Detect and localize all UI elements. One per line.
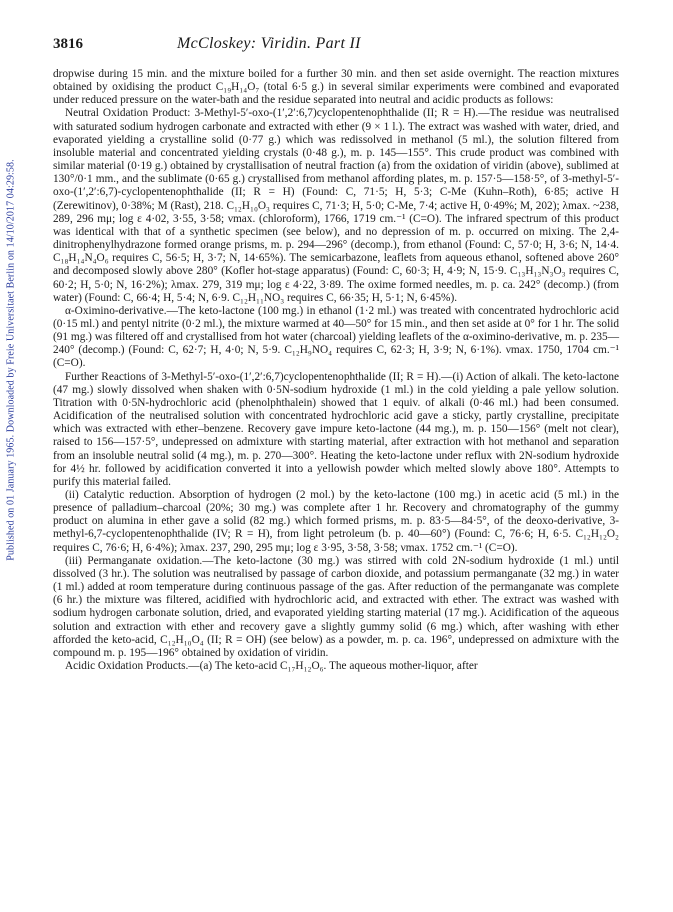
running-title: McCloskey: Viridin. Part II (177, 35, 361, 52)
paragraph-further-reactions: Further Reactions of 3-Methyl-5′-oxo-(1′,2′:6,7)cyclopentenophthalide (II; R = H).—(i) Action of alkali. The keto-lactone (47 mg.) slowly dissolved when shaken with 0·5N-sodium hydroxide (1 ml.) in the cold yielding a pale yellow solution. Titration with 0·5N-hydrochloric acid (phenolphthalein) showed that 1 equiv. of alkali (0·46 ml.) had been consumed. Acidification of the neutralised solution with concentrated hydrochloric acid gave a sticky, partly crystalline, precipitate which was extracted with ether–benzene. Recovery gave impure keto-lactone (44 mg.), m. p. 150—156° (melt not clear), raised to 156—157·5°, undepressed on admixture with starting material, after extraction with hot methanol and separation from an insoluble neutral solid (4 mg.), m. p. 270—300°. Heating the keto-lactone under reflux with 2N-sodium hydroxide for 4½ hr. followed by acidification converted it into a yellowish powder which melted slowly above 180°. Attempts to purify this material failed. (53, 370, 619, 488)
paragraph-acidic-oxidation: Acidic Oxidation Products.—(a) The keto-acid C₁₇H₁₂O₆. The aqueous mother-liquor, after (65, 660, 478, 673)
provenance-sidebar (0, 60, 22, 660)
paragraph-oximino: α-Oximino-derivative.—The keto-lactone (100 mg.) in ethanol (1·2 ml.) was treated with concentrated hydrochloric acid (0·15 ml.) and pentyl nitrite (0·2 ml.), the mixture warmed at 40—50° for 15 min., and then set aside at 0° for 1 hr. The solid (91 mg.) was filtered off and crystallised from hot water (charcoal) yielding leaflets of the α-oximino-derivative, m. p. 235—240° (decomp.) (Found: C, 62·7; H, 4·0; N, 5·9. C₁₂H₉NO₄ requires C, 62·3; H, 3·9; N, 6·1%). νmax. 1750, 1704 cm.⁻¹ (C=O). (53, 304, 619, 370)
paragraph-permanganate: (iii) Permanganate oxidation.—The keto-lactone (30 mg.) was stirred with cold 2N-sodium hydroxide (1 ml.) until dissolved (3 hr.). The solution was neutralised by passage of carbon dioxide, and potassium permanganate (32 mg.) in water (1 ml.) added at room temperature during continuous passage of the gas. After reduction of the permanganate was complete (6 hr.) the mixture was filtered, acidified with hydrochloric acid, and extracted with ether. The extract was washed with sodium hydrogen carbonate solution, dried, and evaporated yielding starting material (17 mg.). Acidification of the aqueous solution and extraction with ether and recovery gave a slightly gummy solid (6 mg.) which, after washing with ether afforded the keto-acid, C₁₂H₁₀O₄ (II; R = OH) (see below) as a powder, m. p. ca. 196°, undepressed on admixture with the compound m. p. 195—196° obtained by oxidation of viridin. (53, 554, 619, 659)
article-body (53, 68, 619, 673)
page-header (53, 36, 619, 56)
paragraph-catalytic-reduction: (ii) Catalytic reduction. Absorption of hydrogen (2 mol.) by the keto-lactone (100 mg.) in acetic acid (5 ml.) in the presence of palladium–charcoal (20%; 30 mg.) was complete after 1 hr. Recovery and chromatography of the gummy product on alumina in ether gave a solid (82 mg.) which formed prisms, m. p. 83·5—84·5°, of the deoxo-derivative, 3-methyl-6,7-cyclopentenophthalide (IV; R = H), from light petroleum (b. p. 40—60°) (Found: C, 76·6; H, 6·5. C₁₂H₁₂O₂ requires C, 76·6; H, 6·4%); λmax. 237, 290, 295 mμ; log ε 3·95, 3·58, 3·58; νmax. 1752 cm.⁻¹ (C=O). (53, 489, 619, 554)
paragraph-continuation: dropwise during 15 min. and the mixture boiled for a further 30 min. and then set aside overnight. The reaction mixtures obtained by oxidising the product C₁₉H₁₄O₇ (total 6·5 g.) in several similar experiments were combined and evaporated under reduced pressure on the water-bath and the residue separated into neutral and acidic products as follows: (53, 68, 619, 107)
page-number: 3816 (53, 36, 83, 52)
provenance-note: Published on 01 January 1965. Downloaded by Freie Universitaet Berlin on 14/10/2017 04:29:58. (5, 159, 17, 561)
paragraph-neutral-oxidation: Neutral Oxidation Product: 3-Methyl-5′-oxo-(1′,2′:6,7)cyclopentenophthalide (II; R = H).—The residue was neutralised with saturated sodium hydrogen carbonate and extracted with ether (9 × 1 l.). The extract was washed with water, dried, and evaporated yielding a crystalline solid (0·77 g.) which was redissolved in methanol (5 ml.), the solution filtered from insoluble material and concentrated yielding crystals (0·48 g.), m. p. 145—155°. This crude product was combined with similar material (0·19 g.) obtained by crystallisation of neutral fraction (a) from the oxidation of viridin (above), sublimed at 130°/0·1 mm., and the sublimate (0·65 g.) crystallised from methanol affording plates, m. p. 157·5—158·5°, of 3-methyl-5′-oxo-(1′,2′:6,7)-cyclopentenophthalide (II; R = H) (Found: C, 71·5; H, 5·3; C-Me (Kuhn–Roth), 6·85; active H (Zerewitinov), 0·38%; M (Rast), 218. C₁₂H₁₀O₃ requires C, 71·3; H, 5·0; C-Me, 7·4; active H, 0·49%; M, 202); λmax. ~238, 289, 296 mμ; log ε 4·02, 3·55, 3·58; νmax. (chloroform), 1766, 1719 cm.⁻¹ (C=O). The infrared spectrum of this product was identical with that of a synthetic specimen (see below), and no depression of m. p. occurred on mixing. The 2,4-dinitrophenylhydrazone formed orange prisms, m. p. 294—296° (decomp.), from ethanol (Found: C, 57·0; H, 3·6; N, 14·4. C₁₈H₁₄N₄O₆ requires C, 56·5; H, 3·7; N, 14·65%). The semicarbazone, leaflets from aqueous ethanol, softened above 260° and decomposed slowly above 280° (Kofler hot-stage apparatus) (Found: C, 60·3; H, 4·9; N, 15·9. C₁₃H₁₃N₃O₃ requires C, 60·2; H, 5·0; N, 16·2%); λmax. 279, 319 mμ; log ε 4·22, 3·89. The oxime formed needles, m. p. ca. 242° (decomp.) (from water) (Found: C, 66·4; H, 5·4; N, 6·9. C₁₂H₁₁NO₃ requires C, 66·35; H, 5·1; N, 6·45%). (53, 107, 619, 304)
